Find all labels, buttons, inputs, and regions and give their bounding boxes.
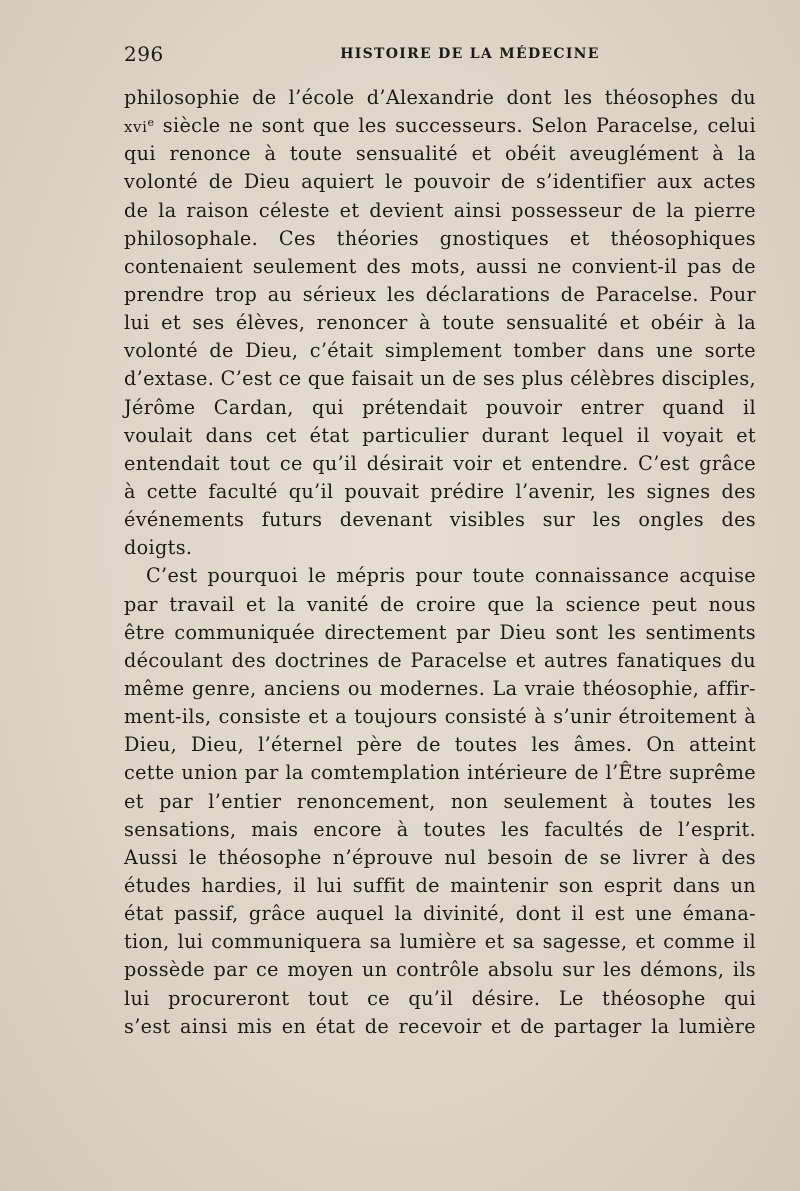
body-text <box>124 84 756 1041</box>
century-numeral: xvi <box>124 118 148 137</box>
text-line: cette union par la comtemplation intérieure de l’Être suprême <box>124 761 756 785</box>
text-line: être communiquée directement par Dieu sont les sentiments <box>124 620 756 644</box>
text-line: études hardies, il lui suffit de maintenir son esprit dans un <box>124 873 756 897</box>
text-line: par travail et la vanité de croire que la science peut nous <box>124 592 756 616</box>
text-line: lui et ses élèves, renoncer à toute sensualité et obéir à la <box>124 311 756 335</box>
text-line: découlant des doctrines de Paracelse et autres fanatiques du <box>124 648 756 672</box>
text-line: même genre, anciens ou modernes. La vraie théosophie, affir- <box>124 676 756 700</box>
text-line: et par l’entier renoncement, non seulement à toutes les <box>124 789 756 813</box>
text-line: volonté de Dieu aquiert le pouvoir de s’identifier aux actes <box>124 170 756 194</box>
text-line: lui procureront tout ce qu’il désire. Le théosophe qui <box>124 986 756 1010</box>
text-line: sensations, mais encore à toutes les facultés de l’esprit. <box>124 817 756 841</box>
text-line: Dieu, Dieu, l’éternel père de toutes les âmes. On atteint <box>124 733 756 757</box>
text-line: ment-ils, consiste et a toujours consisté à s’unir étroitement à <box>124 705 756 729</box>
running-head <box>124 40 756 72</box>
text-line: qui renonce à toute sensualité et obéit aveuglément à la <box>124 142 756 166</box>
text-line: philosophie de l’école d’Alexandrie dont les théosophes du <box>124 86 756 109</box>
text-line: à cette faculté qu’il pouvait prédire l’avenir, les signes des <box>124 479 756 503</box>
text-line: doigts. <box>124 536 193 560</box>
text-line: tion, lui communiquera sa lumière et sa sagesse, et comme il <box>124 930 756 954</box>
century-superscript: e <box>147 116 155 130</box>
text-line: d’extase. C’est ce que faisait un de ses plus célèbres disciples, <box>124 367 756 391</box>
text-line: s’est ainsi mis en état de recevoir et de partager la lumière <box>124 1014 756 1038</box>
running-title: HISTOIRE DE LA MÉDECINE <box>340 46 600 62</box>
text-line-content: siècle ne sont que les successeurs. Selon Paracelse, celui <box>162 114 756 138</box>
text-line: possède par ce moyen un contrôle absolu sur les démons, ils <box>124 958 756 982</box>
text-line: contenaient seulement des mots, aussi ne convient-il pas de <box>124 254 756 278</box>
text-line: Jérôme Cardan, qui prétendait pouvoir entrer quand il <box>124 395 756 419</box>
text-line: Aussi le théosophe n’éprouve nul besoin de se livrer à des <box>124 845 756 869</box>
text-line <box>124 112 756 140</box>
text-line: de la raison céleste et devient ainsi possesseur de la pierre <box>124 198 756 222</box>
page-number: 296 <box>124 42 164 66</box>
text-line: philosophale. Ces théories gnostiques et théosophiques <box>124 226 756 250</box>
text-line: entendait tout ce qu’il désirait voir et entendre. C’est grâce <box>124 451 756 475</box>
text-line: prendre trop au sérieux les déclarations de Paracelse. Pour <box>124 282 756 306</box>
text-line: état passif, grâce auquel la divinité, dont il est une émana- <box>124 902 756 926</box>
text-line: C’est pourquoi le mépris pour toute connaissance acquise <box>146 564 756 588</box>
text-line: volonté de Dieu, c’était simplement tomber dans une sorte <box>124 339 756 363</box>
text-line: événements futurs devenant visibles sur les ongles des <box>124 508 756 532</box>
text-line: voulait dans cet état particulier durant lequel il voyait et <box>124 423 756 447</box>
